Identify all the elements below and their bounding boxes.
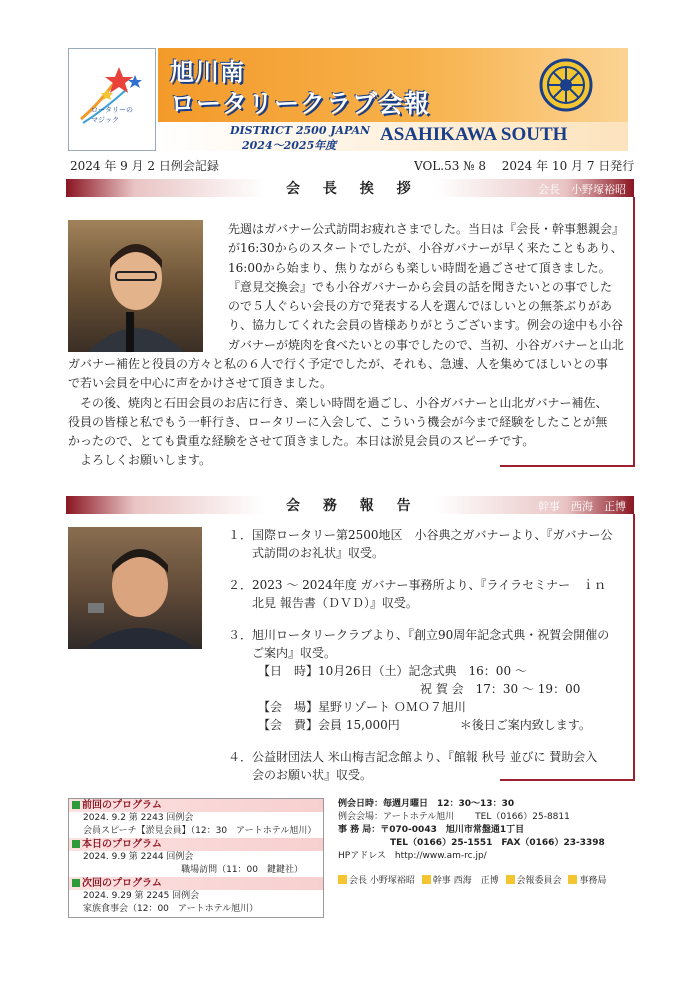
square-bullet-icon	[338, 875, 347, 884]
text-line: ので５人ぐらい会長の方で発表する人を選んでほしいとの無茶ぶりがあ	[228, 299, 613, 314]
list-item: 【会 場】星野リゾート ＯＭＯ７旭川	[228, 700, 466, 714]
today-program-detail: 職場訪問（11：00 鍵鍵社）	[181, 865, 303, 875]
list-item: 会のお願い状』収受。	[228, 768, 373, 782]
prev-program-detail: 会員スピーチ【淤見会員】（12：30 アートホテル旭川）	[83, 826, 317, 836]
section-title: 会 務 報 告	[286, 498, 420, 514]
meeting-record-date: 2024 年 9 月 2 日例会記録	[70, 159, 219, 173]
list-item: １．国際ロータリー第2500地区 小谷典之ガバナーより、『ガバナー公	[228, 528, 613, 542]
logo-text: ロータリーの	[91, 106, 133, 114]
section-border	[633, 514, 635, 780]
list-item: 【会 費】会員 15,000円 ＊後日ご案内致します。	[228, 718, 591, 732]
text-line: ガバナーが焼肉を食べたいとの事でしたので、当初、小谷ガバナーと山北	[228, 337, 624, 352]
roles-legend	[338, 875, 632, 888]
office-address: 事 務 局：〒070-0043 旭川市常盤通1丁目	[338, 825, 525, 835]
list-item: 祝 賀 会 17：30 ～ 19：00	[228, 682, 581, 696]
section-byline: 会長 小野塚裕昭	[538, 183, 626, 196]
text-line: かったので、とても貴重な経験をさせて頂きました。本日は淤見会員のスピーチです。	[68, 434, 535, 449]
prev-program-heading	[69, 799, 323, 812]
section-bar-secretary	[66, 496, 634, 514]
list-item: ４．公益財団法人 米山梅吉記念館より、『館報 秋号 並びに 賛助会入	[228, 750, 598, 764]
list-item: 北見 報告書（ＤＶＤ）』収受。	[228, 596, 418, 610]
heading-label: 本日のプログラム	[82, 839, 162, 850]
heading-label: 次回のプログラム	[82, 878, 162, 889]
meeting-time: 例会日時：毎週月曜日 12：30～13：30	[338, 799, 515, 809]
list-item: ３．旭川ロータリークラブより、『創立90周年記念式典・祝賀会開催の	[228, 628, 610, 642]
today-program-heading	[69, 838, 323, 851]
text-line: 『意見交換会』でも小谷ガバナーから会員の話を聞きたいとの事でした	[228, 279, 613, 294]
office-phone: TEL（0166）25-1551 FAX（0166）23-3398	[390, 838, 605, 848]
district-label: DISTRICT 2500 JAPAN	[230, 124, 371, 137]
text-line: 役員の皆様と私でもう一軒行き、ロータリーに入会して、こういう機会が今まで経験をしたことが無	[68, 414, 608, 429]
section-byline: 幹事 西海 正博	[538, 500, 626, 513]
fiscal-years: 2024〜2025年度	[242, 139, 337, 152]
today-program-date: 2024. 9.9 第 2244 回例会	[83, 852, 194, 862]
list-item: ご案内』収受。	[228, 646, 337, 660]
next-program-heading	[69, 877, 323, 890]
text-line: 16:00から始まり、焦りながらも楽しい時間を過ごさせて頂きました。	[228, 260, 611, 275]
text-line: 先週はガバナー公式訪問お疲れさまでした。当日は『会長・幹事懇親会』	[228, 222, 625, 236]
prev-program-date: 2024. 9.2 第 2243 回例会	[83, 813, 194, 823]
square-bullet-icon	[72, 879, 80, 887]
volume-issue-date: VOL.53 № 8 2024 年 10 月 7 日発行	[414, 159, 635, 173]
next-program-date: 2024. 9.29 第 2245 回例会	[83, 891, 200, 901]
club-logo	[68, 48, 156, 151]
square-bullet-icon	[72, 801, 80, 809]
newsletter-title: ロータリークラブ会報	[170, 89, 431, 118]
legend-bulletin-committee: 会報委員会	[516, 876, 562, 886]
legend-secretary: 幹事 西海 正博	[432, 876, 499, 886]
square-bullet-icon	[422, 875, 431, 884]
section-title: 会 長 挨 拶	[286, 181, 420, 197]
president-photo	[68, 220, 203, 352]
list-item: ２．2023 ～ 2024年度 ガバナー事務所より、『ライラセミナー ｉｎ	[228, 578, 607, 592]
text-line: よろしくお願いします。	[80, 453, 212, 468]
square-bullet-icon	[506, 875, 515, 884]
text-line: ガバナー補佐と役員の方々と私の６人で行く予定でしたが、それも、急遽、人を集めてほしいとの事	[68, 357, 609, 371]
heading-label: 前回のプログラム	[82, 800, 162, 811]
text-line: で若い会員を中心に声をかけさせて頂きました。	[68, 376, 333, 391]
section-bar-president	[66, 179, 634, 197]
legend-office: 事務局	[579, 876, 607, 886]
list-item: 式訪問のお礼状』収受。	[228, 546, 385, 560]
report-list	[228, 526, 628, 784]
square-bullet-icon	[72, 840, 80, 848]
list-item: 【日 時】10月26日（土）記念式典 16：00 ～	[228, 664, 527, 678]
president-message-block-1	[228, 220, 628, 355]
text-line: り、協力してくれた会員の皆様ありがとうございます。例会の途中も小谷	[228, 318, 624, 333]
magic-star-logo	[69, 49, 155, 150]
secretary-photo	[68, 527, 202, 649]
meeting-venue: 例会会場：アートホテル旭川 TEL（0166）25-8811	[338, 812, 570, 822]
rotary-wheel-icon	[538, 57, 594, 113]
next-program-detail: 家族食事会（12：00 アートホテル旭川）	[83, 904, 259, 914]
homepage-url: HPアドレス http://www.am-rc.jp/	[338, 851, 487, 861]
club-info	[338, 798, 632, 918]
logo-text-2: マジック	[91, 116, 119, 124]
program-box	[68, 798, 324, 918]
text-line: が16:30からのスタートでしたが、小谷ガバナーが早く来たこともあり、	[228, 241, 623, 256]
legend-president: 会長 小野塚裕昭	[349, 876, 415, 886]
club-name-en: ASAHIKAWA SOUTH	[380, 124, 568, 145]
club-name: 旭川南	[170, 58, 245, 86]
square-bullet-icon	[568, 875, 577, 884]
president-message-block-2	[68, 355, 630, 471]
section-border	[633, 197, 635, 466]
text-line: その後、焼肉と石田会員のお店に行き、楽しい時間を過ごし、小谷ガバナーと山北ガバナー補佐、	[80, 395, 608, 410]
